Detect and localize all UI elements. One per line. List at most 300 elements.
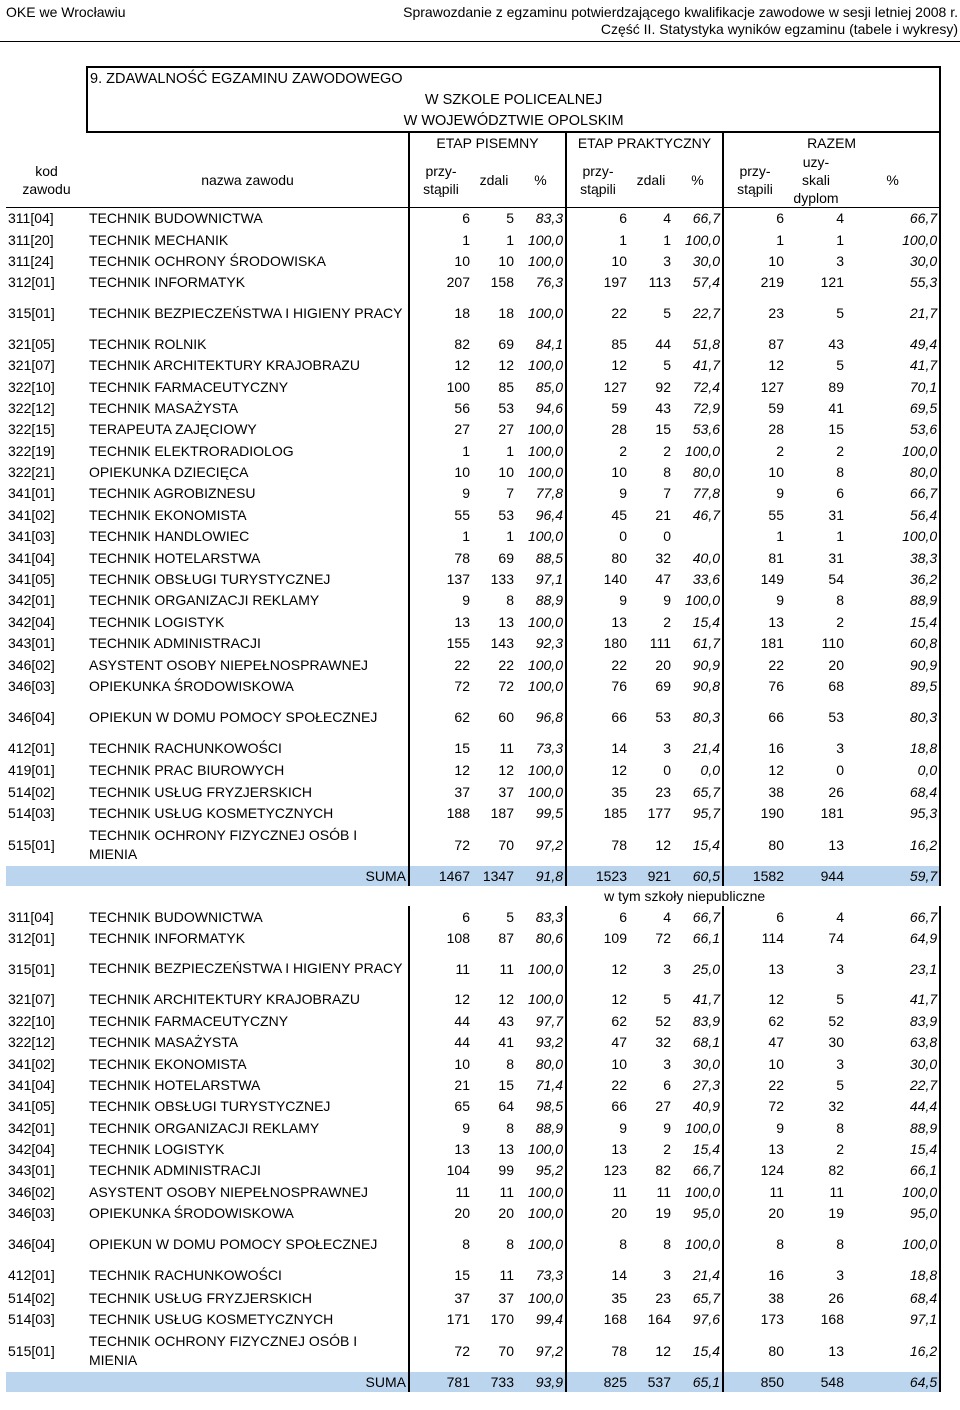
- cell-percent: 25,0: [692, 960, 720, 977]
- cell-count: 8: [506, 1119, 514, 1136]
- cell-count: 11: [566, 1181, 629, 1202]
- cell-percent: 100,0: [527, 678, 563, 694]
- table-row: [6, 737, 940, 760]
- cell-percent: 66,1: [846, 1160, 940, 1181]
- cell-count: 20: [828, 656, 844, 673]
- cell-count: 5: [663, 991, 671, 1008]
- cell-percent: 83,3: [535, 210, 563, 227]
- cell-count: 78: [566, 1330, 629, 1372]
- cell-count: 187: [490, 805, 514, 822]
- cell-count: 12: [409, 760, 472, 781]
- cell-percent: 100,0: [527, 1205, 563, 1222]
- cell-nazwa: TECHNIK INFORMATYK: [89, 274, 246, 291]
- cell-percent: 22,7: [692, 305, 720, 322]
- cell-percent: 100,0: [684, 1119, 720, 1136]
- cell-count: 2: [663, 1141, 671, 1158]
- cell-nazwa: TECHNIK HOTELARSTWA: [89, 1076, 261, 1093]
- table-row: [6, 1287, 940, 1308]
- cell-count: 21: [409, 1074, 472, 1095]
- section-private-schools: [6, 906, 940, 1392]
- sum-percent: 60,5: [673, 866, 723, 886]
- cell-count: 43: [655, 399, 671, 416]
- cell-percent: 16,2: [846, 824, 940, 866]
- cell-nazwa: TECHNIK EKONOMISTA: [89, 1055, 247, 1072]
- cell-nazwa: OPIEKUN W DOMU POMOCY SPOŁECZNEJ: [89, 708, 378, 725]
- cell-count: 10: [723, 250, 786, 271]
- cell-percent: 93,2: [535, 1034, 563, 1051]
- cell-count: 6: [566, 208, 629, 229]
- cell-count: 3: [836, 252, 844, 269]
- cell-count: 164: [647, 1311, 671, 1328]
- col-zdali-praktyczny: zdali: [636, 172, 666, 188]
- cell-count: 59: [723, 397, 786, 418]
- cell-nazwa: TECHNIK ARCHITEKTURY KRAJOBRAZU: [89, 991, 360, 1008]
- cell-kod: 342[04]: [8, 1141, 55, 1158]
- etap-pisemny-header: ETAP PISEMNY: [409, 132, 566, 153]
- cell-percent: 100,0: [527, 656, 563, 673]
- cell-nazwa: TECHNIK MASAŻYSTA: [89, 1034, 239, 1051]
- cell-percent: 97,6: [692, 1311, 720, 1328]
- cell-count: 173: [723, 1308, 786, 1329]
- cell-count: 12: [566, 949, 629, 989]
- cell-count: 8: [566, 1224, 629, 1264]
- table-row: [6, 547, 940, 568]
- cell-count: 21: [655, 506, 671, 523]
- cell-count: 23: [655, 783, 671, 800]
- cell-kod: 341[02]: [8, 1055, 55, 1072]
- cell-count: 10: [409, 461, 472, 482]
- cell-nazwa: TECHNIK BUDOWNICTWA: [89, 908, 263, 925]
- cell-count: 26: [828, 783, 844, 800]
- cell-count: 181: [723, 633, 786, 654]
- cell-kod: 412[01]: [8, 1267, 55, 1284]
- cell-count: 8: [663, 1235, 671, 1252]
- cell-count: 22: [566, 293, 629, 333]
- cell-count: 9: [723, 590, 786, 611]
- cell-count: 15: [409, 737, 472, 760]
- table-row: [6, 1224, 940, 1264]
- cell-count: 15: [655, 421, 671, 438]
- table-row: [6, 1053, 940, 1074]
- cell-kod: 346[02]: [8, 656, 55, 673]
- cell-count: 6: [836, 485, 844, 502]
- cell-percent: 16,2: [846, 1330, 940, 1372]
- cell-count: 2: [836, 613, 844, 630]
- col-pct-praktyczny: %: [691, 172, 704, 188]
- table-row: [6, 1160, 940, 1181]
- table-row: [6, 208, 940, 229]
- cell-percent: 30,0: [846, 1053, 940, 1074]
- cell-percent: 66,7: [692, 1162, 720, 1179]
- cell-percent: 100,0: [527, 613, 563, 630]
- cell-count: 9: [566, 590, 629, 611]
- cell-percent: 100,0: [527, 991, 563, 1008]
- cell-count: 109: [566, 927, 629, 948]
- cell-percent: 60,8: [846, 633, 940, 654]
- cell-percent: 40,0: [692, 549, 720, 566]
- sum-label: SUMA: [87, 1372, 409, 1392]
- cell-count: 121: [820, 274, 844, 291]
- table-row: [6, 633, 940, 654]
- cell-percent: 100,0: [684, 231, 720, 248]
- cell-nazwa: TECHNIK EKONOMISTA: [89, 506, 247, 523]
- cell-count: 14: [566, 737, 629, 760]
- cell-percent: 18,8: [846, 1264, 940, 1287]
- cell-count: 0: [663, 528, 671, 545]
- cell-count: 19: [655, 1205, 671, 1222]
- cell-count: 72: [409, 1330, 472, 1372]
- cell-percent: 0,0: [700, 762, 720, 779]
- cell-kod: 514[02]: [8, 783, 55, 800]
- cell-nazwa-text: TECHNIK OCHRONY FIZYCZNEJ OSÓB I MIENIA: [89, 1332, 358, 1368]
- cell-nazwa: [87, 824, 409, 866]
- header-report-title: Sprawozdanie z egzaminu potwierdzającego kwalifikacje zawodowe w sesji letniej 2008 r.: [403, 4, 958, 20]
- cell-count: 6: [663, 1076, 671, 1093]
- cell-count: 27: [409, 419, 472, 440]
- sum-percent: 64,5: [846, 1372, 940, 1392]
- sum-row: [6, 1372, 940, 1392]
- cell-count: 188: [409, 802, 472, 823]
- cell-percent: 22,7: [846, 1074, 940, 1095]
- cell-count: 155: [409, 633, 472, 654]
- cell-count: 168: [566, 1308, 629, 1329]
- cell-count: 12: [409, 989, 472, 1010]
- cell-percent: 15,4: [692, 836, 720, 853]
- cell-count: 1: [723, 229, 786, 250]
- cell-count: 123: [566, 1160, 629, 1181]
- cell-nazwa: TECHNIK ADMINISTRACJI: [89, 635, 261, 652]
- cell-nazwa: TECHNIK INFORMATYK: [89, 929, 246, 946]
- cell-count: 207: [409, 272, 472, 293]
- cell-count: 6: [566, 906, 629, 927]
- cell-count: 5: [506, 210, 514, 227]
- cell-count: 74: [828, 929, 844, 946]
- cell-percent: 97,7: [535, 1012, 563, 1029]
- cell-kod: 322[12]: [8, 399, 55, 416]
- cell-count: 3: [836, 740, 844, 757]
- cell-percent: 92,3: [535, 635, 563, 652]
- cell-percent: 100,0: [527, 1289, 563, 1306]
- cell-percent: 21,7: [846, 293, 940, 333]
- cell-count: 5: [836, 991, 844, 1008]
- table-row: [6, 824, 940, 866]
- table-row: [6, 675, 940, 696]
- cell-count: 44: [409, 1010, 472, 1031]
- cell-count: 30: [828, 1034, 844, 1051]
- sum-percent: 59,7: [846, 866, 940, 886]
- cell-count: 8: [506, 1235, 514, 1252]
- cell-count: 13: [566, 611, 629, 632]
- cell-percent: 18,8: [846, 737, 940, 760]
- sum-count: 781: [409, 1372, 472, 1392]
- sum-count: 733: [472, 1372, 516, 1392]
- table-row: [6, 483, 940, 504]
- cell-percent: 100,0: [527, 1183, 563, 1200]
- cell-count: 124: [723, 1160, 786, 1181]
- cell-count: 37: [498, 1289, 514, 1306]
- cell-count: 185: [566, 802, 629, 823]
- cell-count: 99: [498, 1162, 514, 1179]
- cell-count: 15: [409, 1264, 472, 1287]
- cell-count: 2: [836, 442, 844, 459]
- cell-count: 72: [723, 1096, 786, 1117]
- cell-percent: 80,0: [692, 464, 720, 481]
- cell-percent: 95,2: [535, 1162, 563, 1179]
- cell-count: 4: [836, 908, 844, 925]
- cell-count: 27: [655, 1098, 671, 1115]
- cell-count: 37: [409, 1287, 472, 1308]
- cell-count: 38: [723, 1287, 786, 1308]
- cell-count: 41: [498, 1034, 514, 1051]
- cell-percent: 53,6: [846, 419, 940, 440]
- cell-count: 69: [655, 678, 671, 694]
- cell-percent: 90,9: [846, 654, 940, 675]
- cell-nazwa: OPIEKUN W DOMU POMOCY SPOŁECZNEJ: [89, 1235, 378, 1252]
- cell-count: 82: [409, 333, 472, 354]
- cell-count: 13: [723, 611, 786, 632]
- cell-percent: 97,1: [846, 1308, 940, 1329]
- header-divider: [0, 41, 960, 42]
- cell-count: 47: [655, 571, 671, 588]
- table-row: [6, 1010, 940, 1031]
- cell-count: 10: [498, 464, 514, 481]
- cell-percent: 95,0: [692, 1205, 720, 1222]
- cell-count: 53: [498, 506, 514, 523]
- cell-percent: 30,0: [846, 250, 940, 271]
- razem-header: RAZEM: [723, 132, 940, 153]
- cell-count: 82: [655, 1162, 671, 1179]
- cell-nazwa: TECHNIK OBSŁUGI TURYSTYCZNEJ: [89, 1098, 331, 1115]
- cell-percent: 57,4: [692, 274, 720, 291]
- cell-percent: 73,3: [535, 1267, 563, 1284]
- cell-count: 37: [409, 781, 472, 802]
- cell-percent: 15,4: [846, 1138, 940, 1159]
- cell-nazwa: [87, 949, 409, 989]
- cell-count: 100: [409, 376, 472, 397]
- cell-nazwa: TECHNIK AGROBIZNESU: [89, 485, 256, 502]
- cell-nazwa-text: TECHNIK OCHRONY FIZYCZNEJ OSÓB I MIENIA: [89, 826, 358, 862]
- cell-percent: 15,4: [692, 613, 720, 630]
- cell-percent: 88,9: [846, 1117, 940, 1138]
- cell-percent: 97,2: [535, 836, 563, 853]
- cell-count: 1: [663, 231, 671, 248]
- cell-kod: 341[05]: [8, 1098, 55, 1115]
- cell-count: 12: [566, 989, 629, 1010]
- cell-nazwa: TECHNIK USŁUG KOSMETYCZNYCH: [89, 805, 334, 822]
- cell-count: 14: [566, 1264, 629, 1287]
- cell-count: 81: [723, 547, 786, 568]
- cell-count: 52: [828, 1012, 844, 1029]
- cell-count: 15: [828, 421, 844, 438]
- cell-count: 6: [409, 906, 472, 927]
- cell-count: 62: [566, 1010, 629, 1031]
- cell-percent: 38,3: [846, 547, 940, 568]
- cell-percent: 100,0: [527, 421, 563, 438]
- cell-count: 54: [828, 571, 844, 588]
- cell-count: 47: [566, 1031, 629, 1052]
- col-nazwa: nazwa zawodu: [201, 172, 294, 188]
- cell-percent: 100,0: [527, 528, 563, 545]
- sum-row: [6, 866, 940, 886]
- cell-count: 47: [723, 1031, 786, 1052]
- cell-percent: 88,9: [535, 1119, 563, 1136]
- table-row: [6, 760, 940, 781]
- cell-count: 171: [409, 1308, 472, 1329]
- table-row: [6, 906, 940, 927]
- cell-count: 140: [566, 568, 629, 589]
- cell-count: 9: [663, 592, 671, 609]
- table-row: [6, 419, 940, 440]
- cell-percent: 15,4: [692, 1141, 720, 1158]
- results-table: [6, 66, 941, 1392]
- cell-count: 181: [820, 805, 844, 822]
- table-row: [6, 1264, 940, 1287]
- cell-percent: 99,5: [535, 805, 563, 822]
- cell-count: 15: [498, 1076, 514, 1093]
- cell-kod: 322[19]: [8, 442, 55, 459]
- cell-count: 32: [655, 1034, 671, 1051]
- sum-percent: 91,8: [516, 866, 566, 886]
- cell-count: 137: [409, 568, 472, 589]
- cell-nazwa: TECHNIK OCHRONY ŚRODOWISKA: [89, 252, 326, 269]
- cell-kod: 346[04]: [8, 708, 55, 725]
- cell-count: 13: [566, 1138, 629, 1159]
- cell-percent: 95,7: [692, 805, 720, 822]
- cell-nazwa: TERAPEUTA ZAJĘCIOWY: [89, 421, 257, 438]
- cell-count: 5: [506, 908, 514, 925]
- cell-count: 35: [566, 781, 629, 802]
- cell-count: 37: [498, 783, 514, 800]
- cell-percent: 55,3: [846, 272, 940, 293]
- cell-percent: 23,1: [846, 949, 940, 989]
- cell-percent: 66,7: [692, 210, 720, 227]
- cell-percent: 80,3: [846, 697, 940, 737]
- col-zdali-pisemny: zdali: [479, 172, 509, 188]
- cell-count: 170: [490, 1311, 514, 1328]
- cell-nazwa: TECHNIK ORGANIZACJI REKLAMY: [89, 592, 320, 609]
- cell-count: 11: [409, 1181, 472, 1202]
- cell-count: 2: [566, 440, 629, 461]
- table-row: [6, 802, 940, 823]
- cell-count: 3: [836, 1267, 844, 1284]
- cell-count: 11: [499, 1267, 514, 1284]
- cell-nazwa: TECHNIK FARMACEUTYCZNY: [89, 1012, 289, 1029]
- cell-percent: 90,9: [692, 656, 720, 673]
- cell-percent: 80,3: [692, 708, 720, 725]
- cell-count: 27: [498, 421, 514, 438]
- section-all-schools: [6, 208, 940, 886]
- cell-count: 9: [723, 1117, 786, 1138]
- cell-count: 9: [409, 483, 472, 504]
- cell-count: 6: [409, 208, 472, 229]
- cell-count: 108: [409, 927, 472, 948]
- cell-percent: 90,8: [692, 678, 720, 694]
- cell-kod: 322[10]: [8, 1012, 55, 1029]
- cell-kod: 346[02]: [8, 1183, 55, 1200]
- table-row: [6, 568, 940, 589]
- cell-count: 65: [409, 1096, 472, 1117]
- cell-percent: 65,7: [692, 783, 720, 800]
- cell-count: 76: [723, 675, 786, 696]
- cell-percent: 88,9: [846, 590, 940, 611]
- cell-percent: 94,6: [535, 399, 563, 416]
- cell-count: 4: [663, 908, 671, 925]
- cell-kod: 315[01]: [8, 305, 55, 322]
- cell-count: 70: [498, 836, 514, 853]
- cell-nazwa: TECHNIK LOGISTYK: [89, 1141, 225, 1158]
- cell-count: 7: [506, 485, 514, 502]
- cell-percent: 46,7: [692, 506, 720, 523]
- cell-kod: 346[03]: [8, 1205, 55, 1222]
- cell-count: 64: [498, 1098, 514, 1115]
- cell-percent: 100,0: [684, 592, 720, 609]
- cell-count: 72: [409, 675, 472, 696]
- sum-percent: 93,9: [516, 1372, 566, 1392]
- cell-count: 22: [498, 656, 514, 673]
- cell-count: 3: [663, 1267, 671, 1284]
- cell-count: 3: [663, 740, 671, 757]
- cell-count: 127: [566, 376, 629, 397]
- cell-nazwa: TECHNIK FARMACEUTYCZNY: [89, 378, 289, 395]
- cell-count: 22: [566, 654, 629, 675]
- cell-nazwa: TECHNIK MASAŻYSTA: [89, 399, 239, 416]
- table-row: [6, 229, 940, 250]
- cell-count: 44: [655, 335, 671, 352]
- cell-count: 20: [498, 1205, 514, 1222]
- cell-count: 1: [723, 526, 786, 547]
- cell-count: 8: [836, 1235, 844, 1252]
- cell-count: 68: [828, 678, 844, 694]
- cell-count: 0: [566, 526, 629, 547]
- cell-count: 10: [723, 1053, 786, 1074]
- cell-count: 43: [828, 335, 844, 352]
- cell-kod: 514[02]: [8, 1289, 55, 1306]
- cell-kod: 343[01]: [8, 635, 55, 652]
- cell-count: 197: [566, 272, 629, 293]
- cell-count: 13: [828, 1342, 844, 1359]
- table-row: [6, 927, 940, 948]
- sum-count: 548: [786, 1372, 846, 1392]
- sum-count: 850: [723, 1372, 786, 1392]
- cell-count: 1: [409, 229, 472, 250]
- table-row: [6, 1074, 940, 1095]
- table-row: [6, 1181, 940, 1202]
- cell-kod: 322[21]: [8, 464, 55, 481]
- cell-count: 104: [409, 1160, 472, 1181]
- sum-count: 1582: [723, 866, 786, 886]
- cell-count: 19: [828, 1205, 844, 1222]
- cell-count: 20: [566, 1203, 629, 1224]
- cell-percent: 99,4: [535, 1311, 563, 1328]
- cell-count: 31: [828, 549, 844, 566]
- cell-count: 22: [566, 1074, 629, 1095]
- cell-percent: 66,1: [692, 929, 720, 946]
- cell-count: 45: [566, 504, 629, 525]
- table-row: [6, 1138, 940, 1159]
- cell-percent: 66,7: [846, 208, 940, 229]
- table-row: [6, 1096, 940, 1117]
- cell-count: 1: [409, 526, 472, 547]
- cell-count: 11: [409, 949, 472, 989]
- cell-count: 10: [498, 252, 514, 269]
- cell-count: 32: [655, 549, 671, 566]
- cell-percent: 40,9: [692, 1098, 720, 1115]
- cell-percent: 71,4: [535, 1076, 563, 1093]
- cell-percent: 77,8: [692, 485, 720, 502]
- cell-kod: 515[01]: [8, 1342, 55, 1359]
- cell-count: 12: [655, 836, 671, 853]
- cell-percent: 96,8: [535, 708, 563, 725]
